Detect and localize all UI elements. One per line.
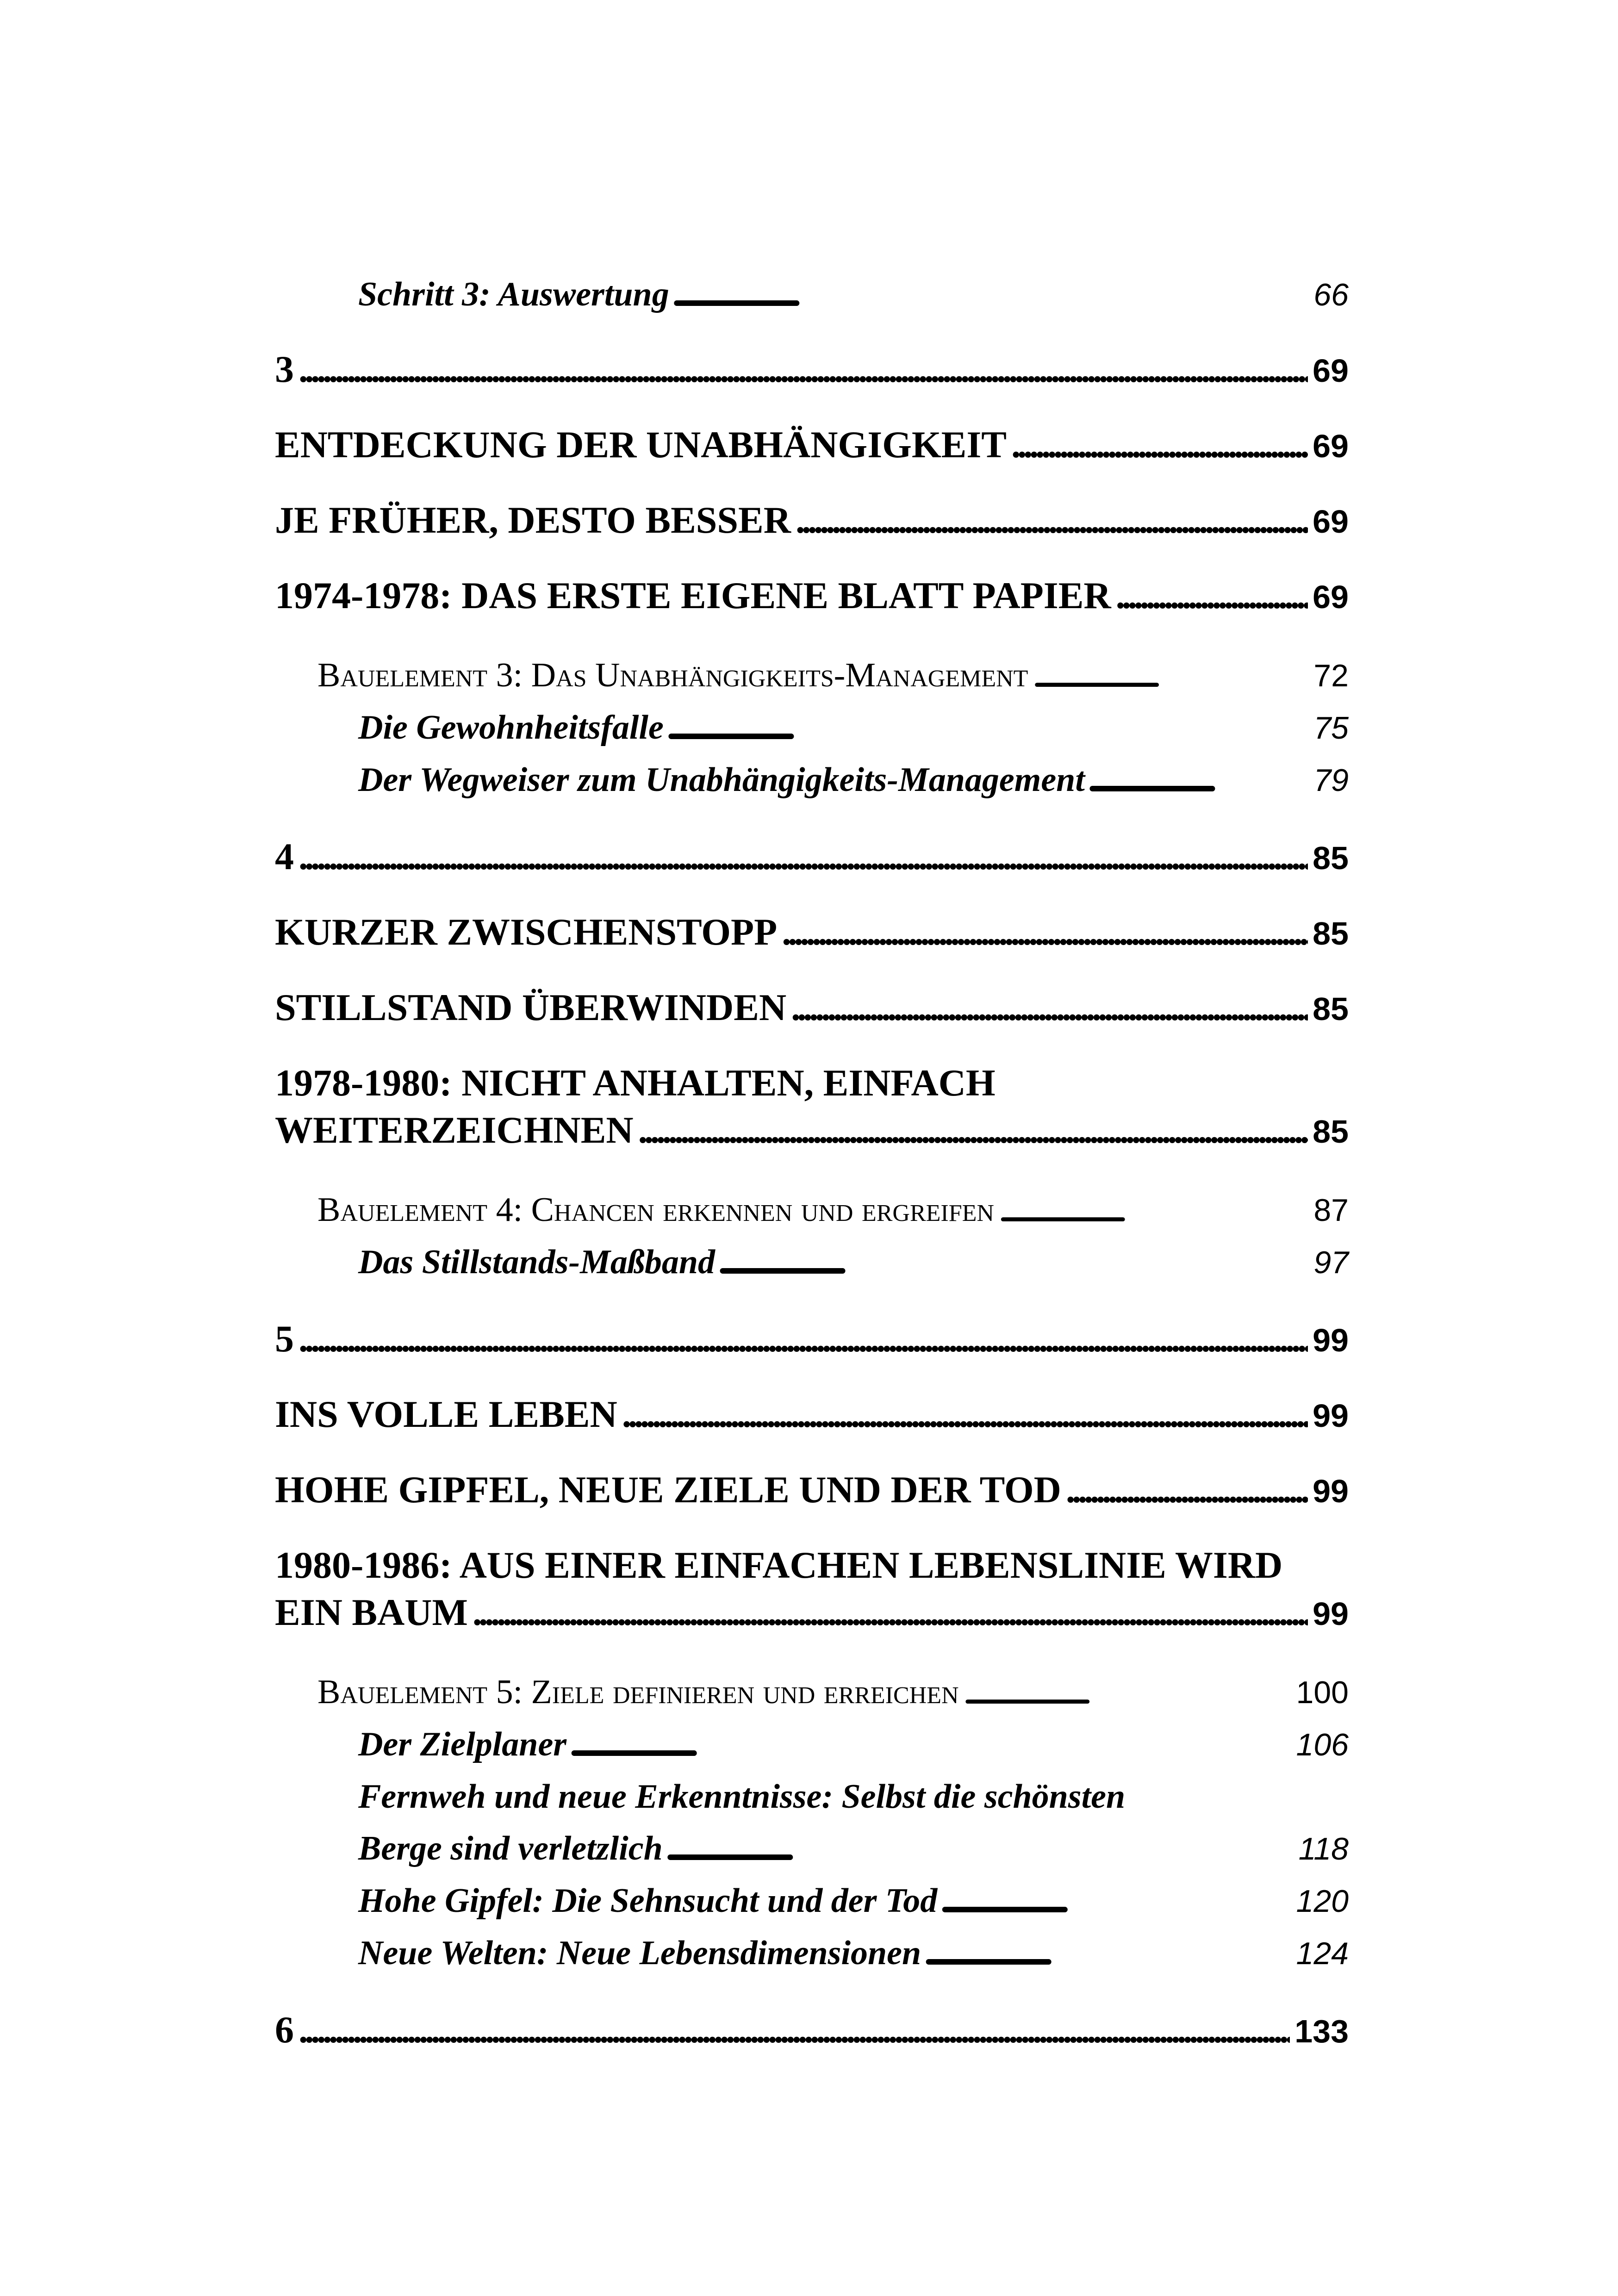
toc-entry-title: KURZER ZWISCHENSTOPP bbox=[275, 911, 778, 953]
toc-subsection-entry[interactable] bbox=[358, 1236, 1349, 1288]
toc-page-number: 75 bbox=[1313, 710, 1349, 746]
toc-leader-dots bbox=[999, 1184, 1309, 1236]
toc-page-number: 97 bbox=[1313, 1245, 1349, 1280]
toc-entry-title: 1974-1978: DAS ERSTE EIGENE BLATT PAPIER bbox=[275, 574, 1111, 616]
toc-chapter-entry[interactable] bbox=[275, 1059, 1349, 1155]
toc-section-entry[interactable] bbox=[317, 649, 1349, 702]
toc-leader-dots bbox=[964, 1666, 1292, 1718]
toc-leader-dots bbox=[473, 1589, 1308, 1636]
toc-entry-title: 6 bbox=[275, 2009, 294, 2051]
toc-page-number: 124 bbox=[1296, 1936, 1349, 1971]
toc-page-number: 118 bbox=[1298, 1831, 1349, 1867]
toc-entry-title-line1: Fernweh und neue Erkenntnisse: Selbst die schönsten bbox=[358, 1778, 1126, 1816]
toc-page-number: 69 bbox=[1313, 353, 1349, 389]
toc-page-number: 85 bbox=[1313, 915, 1349, 952]
toc-entry-title: Das Stillstands-Maßband bbox=[358, 1243, 716, 1281]
toc-leader-dots bbox=[1116, 572, 1308, 619]
toc-leader-dots bbox=[782, 908, 1308, 956]
toc-entry[interactable] bbox=[358, 268, 1349, 321]
toc-leader-dots bbox=[926, 1927, 1291, 1979]
toc-leader-dots bbox=[720, 1236, 1309, 1288]
toc-chapter-entry[interactable] bbox=[275, 1391, 1349, 1439]
toc-leader-dots bbox=[622, 1391, 1308, 1438]
toc-chapter-entry[interactable] bbox=[275, 833, 1349, 882]
toc-entry-title: HOHE GIPFEL, NEUE ZIELE UND DER TOD bbox=[275, 1468, 1061, 1511]
toc-page-number: 69 bbox=[1313, 504, 1349, 540]
toc-leader-dots bbox=[668, 702, 1309, 753]
toc-chapter-entry[interactable] bbox=[275, 497, 1349, 545]
toc-chapter-entry[interactable] bbox=[275, 572, 1349, 621]
toc-entry-title-line2: EIN BAUM bbox=[275, 1591, 468, 1633]
toc-entry-title-line2: Berge sind verletzlich bbox=[358, 1829, 663, 1867]
toc-section-entry[interactable] bbox=[317, 1184, 1349, 1236]
toc-leader-dots bbox=[791, 984, 1308, 1031]
toc-leader-dots bbox=[796, 497, 1308, 544]
toc-page-number: 85 bbox=[1313, 840, 1349, 876]
toc-leader-dots bbox=[571, 1718, 1291, 1770]
toc-page-number: 69 bbox=[1313, 579, 1349, 615]
table-of-contents bbox=[275, 268, 1349, 2055]
toc-leader-dots bbox=[299, 833, 1308, 880]
toc-entry-title-line2: WEITERZEICHNEN bbox=[275, 1109, 634, 1151]
toc-chapter-entry[interactable] bbox=[275, 984, 1349, 1033]
toc-entry-title: 5 bbox=[275, 1318, 294, 1360]
toc-entry-title: JE FRÜHER, DESTO BESSER bbox=[275, 499, 791, 541]
toc-entry-title: STILLSTAND ÜBERWINDEN bbox=[275, 986, 787, 1028]
toc-leader-dots bbox=[1033, 649, 1309, 701]
toc-leader-dots bbox=[299, 2006, 1290, 2053]
toc-entry-title: 3 bbox=[275, 348, 294, 390]
toc-entry-title: Bauelement 5: Ziele definieren und erreichen bbox=[317, 1673, 959, 1711]
toc-entry-title: Bauelement 4: Chancen erkennen und ergreifen bbox=[317, 1191, 994, 1229]
toc-entry-title: Neue Welten: Neue Lebensdimensionen bbox=[358, 1934, 921, 1972]
toc-subsection-entry[interactable] bbox=[358, 754, 1349, 806]
toc-entry-title: 4 bbox=[275, 835, 294, 877]
toc-entry-title: Bauelement 3: Das Unabhängigkeits-Management bbox=[317, 656, 1028, 694]
toc-section-entry[interactable] bbox=[317, 1666, 1349, 1718]
toc-page-number: 99 bbox=[1313, 1473, 1349, 1509]
toc-page-number: 87 bbox=[1313, 1193, 1349, 1228]
toc-leader-dots bbox=[1066, 1466, 1308, 1513]
toc-leader-dots bbox=[674, 268, 1309, 320]
toc-chapter-entry[interactable] bbox=[275, 421, 1349, 470]
toc-entry-title: ENTDECKUNG DER UNABHÄNGIGKEIT bbox=[275, 423, 1007, 466]
toc-entry-title: Der Zielplaner bbox=[358, 1725, 567, 1763]
toc-leader-dots bbox=[942, 1875, 1291, 1927]
toc-entry-title-line1: 1980-1986: AUS EINER EINFACHEN LEBENSLINIE WIRD bbox=[275, 1544, 1283, 1586]
toc-chapter-entry[interactable] bbox=[275, 1466, 1349, 1515]
toc-leader-dots bbox=[299, 1315, 1308, 1363]
toc-leader-dots bbox=[638, 1107, 1308, 1154]
toc-page-number: 100 bbox=[1296, 1675, 1349, 1710]
toc-subsection-entry[interactable] bbox=[358, 1718, 1349, 1771]
toc-entry-title: Hohe Gipfel: Die Sehnsucht und der Tod bbox=[358, 1882, 938, 1920]
toc-page-number: 106 bbox=[1296, 1727, 1349, 1762]
toc-page-number: 66 bbox=[1313, 277, 1349, 312]
toc-leader-dots bbox=[299, 346, 1308, 393]
toc-subsection-entry[interactable] bbox=[358, 1875, 1349, 1927]
toc-subsection-entry[interactable] bbox=[358, 702, 1349, 754]
toc-leader-dots bbox=[1089, 754, 1309, 806]
toc-chapter-entry[interactable] bbox=[275, 346, 1349, 394]
toc-page-number: 120 bbox=[1296, 1884, 1349, 1919]
toc-leader-dots bbox=[667, 1823, 1294, 1874]
toc-entry-title-line1: 1978-1980: NICHT ANHALTEN, EINFACH bbox=[275, 1062, 996, 1104]
toc-page-number: 79 bbox=[1313, 763, 1349, 798]
toc-page-number: 85 bbox=[1313, 1114, 1349, 1150]
toc-leader-dots bbox=[1011, 421, 1308, 468]
toc-page-number: 69 bbox=[1313, 428, 1349, 464]
toc-chapter-entry[interactable] bbox=[275, 908, 1349, 957]
toc-chapter-entry[interactable] bbox=[275, 2006, 1349, 2055]
toc-page-number: 72 bbox=[1313, 658, 1349, 693]
toc-entry-title: Schritt 3: Auswertung bbox=[358, 275, 669, 313]
toc-page-number: 99 bbox=[1313, 1322, 1349, 1358]
toc-page-number: 99 bbox=[1313, 1596, 1349, 1632]
toc-entry-title: INS VOLLE LEBEN bbox=[275, 1393, 617, 1435]
toc-entry-title: Die Gewohnheitsfalle bbox=[358, 709, 664, 747]
toc-entry-title: Der Wegweiser zum Unabhängigkeits-Management bbox=[358, 761, 1085, 799]
toc-page-number: 85 bbox=[1313, 991, 1349, 1027]
toc-subsection-entry[interactable] bbox=[358, 1927, 1349, 1979]
toc-page-number: 99 bbox=[1313, 1398, 1349, 1434]
toc-subsection-entry[interactable] bbox=[358, 1771, 1349, 1875]
toc-chapter-entry[interactable] bbox=[275, 1315, 1349, 1364]
toc-page-number: 133 bbox=[1294, 2013, 1349, 2049]
toc-chapter-entry[interactable] bbox=[275, 1542, 1349, 1637]
